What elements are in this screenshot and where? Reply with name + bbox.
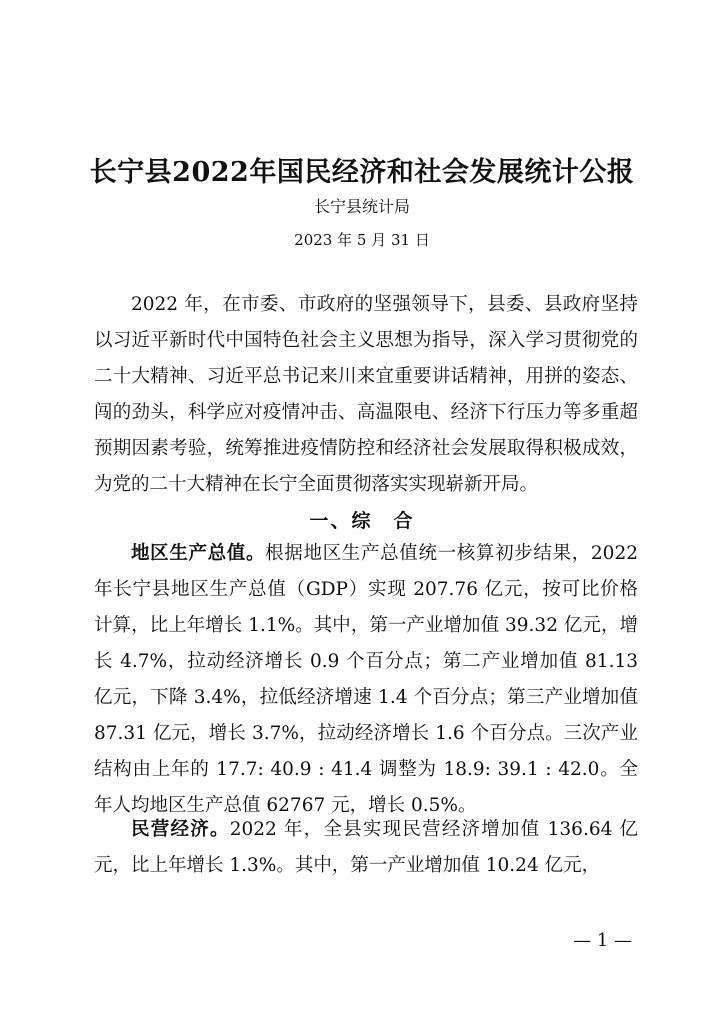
section-heading: 一、综 合 (309, 510, 415, 532)
gdp-paragraph (94, 536, 638, 824)
document-author: 长宁县统计局 (313, 197, 410, 216)
private-economy-paragraph-lead: 民营经济。 (131, 819, 230, 840)
private-economy-paragraph-text: 2022 年，全县实现民营经济增加值 136.64 亿元，比上年增长 1.3%。其中，第一产业增加值 10.24 亿元， (94, 819, 638, 876)
page-number: — 1 — (573, 930, 632, 951)
document-title: 长宁县2022年国民经济和社会发展统计公报 (89, 157, 635, 189)
intro-paragraph: 2022 年，在市委、市政府的坚强领导下，县委、县政府坚持以习近平新时代中国特色社会主义思想为指导，深入学习贯彻党的二十大精神、习近平总书记来川来宜重要讲话精神，用拼的姿态、闯的劲头，科学应对疫情冲击、高温限电、经济下行压力等多重超预期因素考验，统筹推进疫情防控和经济社会发展取得积极成效，为党的二十大精神在长宁全面贯彻落实实现崭新开局。 (94, 294, 638, 495)
private-economy-paragraph (94, 812, 638, 884)
document-date: 2023 年 5 月 31 日 (294, 231, 430, 249)
gdp-paragraph-lead: 地区生产总值。 (131, 543, 266, 564)
gdp-paragraph-text: 根据地区生产总值统一核算初步结果，2022 年长宁县地区生产总值（GDP）实现 207.76 亿元，按可比价格计算，比上年增长 1.1%。其中，第一产业增加值 39.32 亿元，增长 4.7%，拉动经济增长 0.9 个百分点；第二产业增加值 81.13 亿元，下降 3.4%，拉低经济增速 1.4 个百分点；第三产业增加值 87.31 亿元，增长 3.7%，拉动经济增长 1.6 个百分点。三次产业结构由上年的 17.7: 40.9 : 41.4 调整为 18.9: 39.1 : 42.0。全年人均地区生产总值 62767 元，增长 0.5%。 (94, 543, 638, 816)
